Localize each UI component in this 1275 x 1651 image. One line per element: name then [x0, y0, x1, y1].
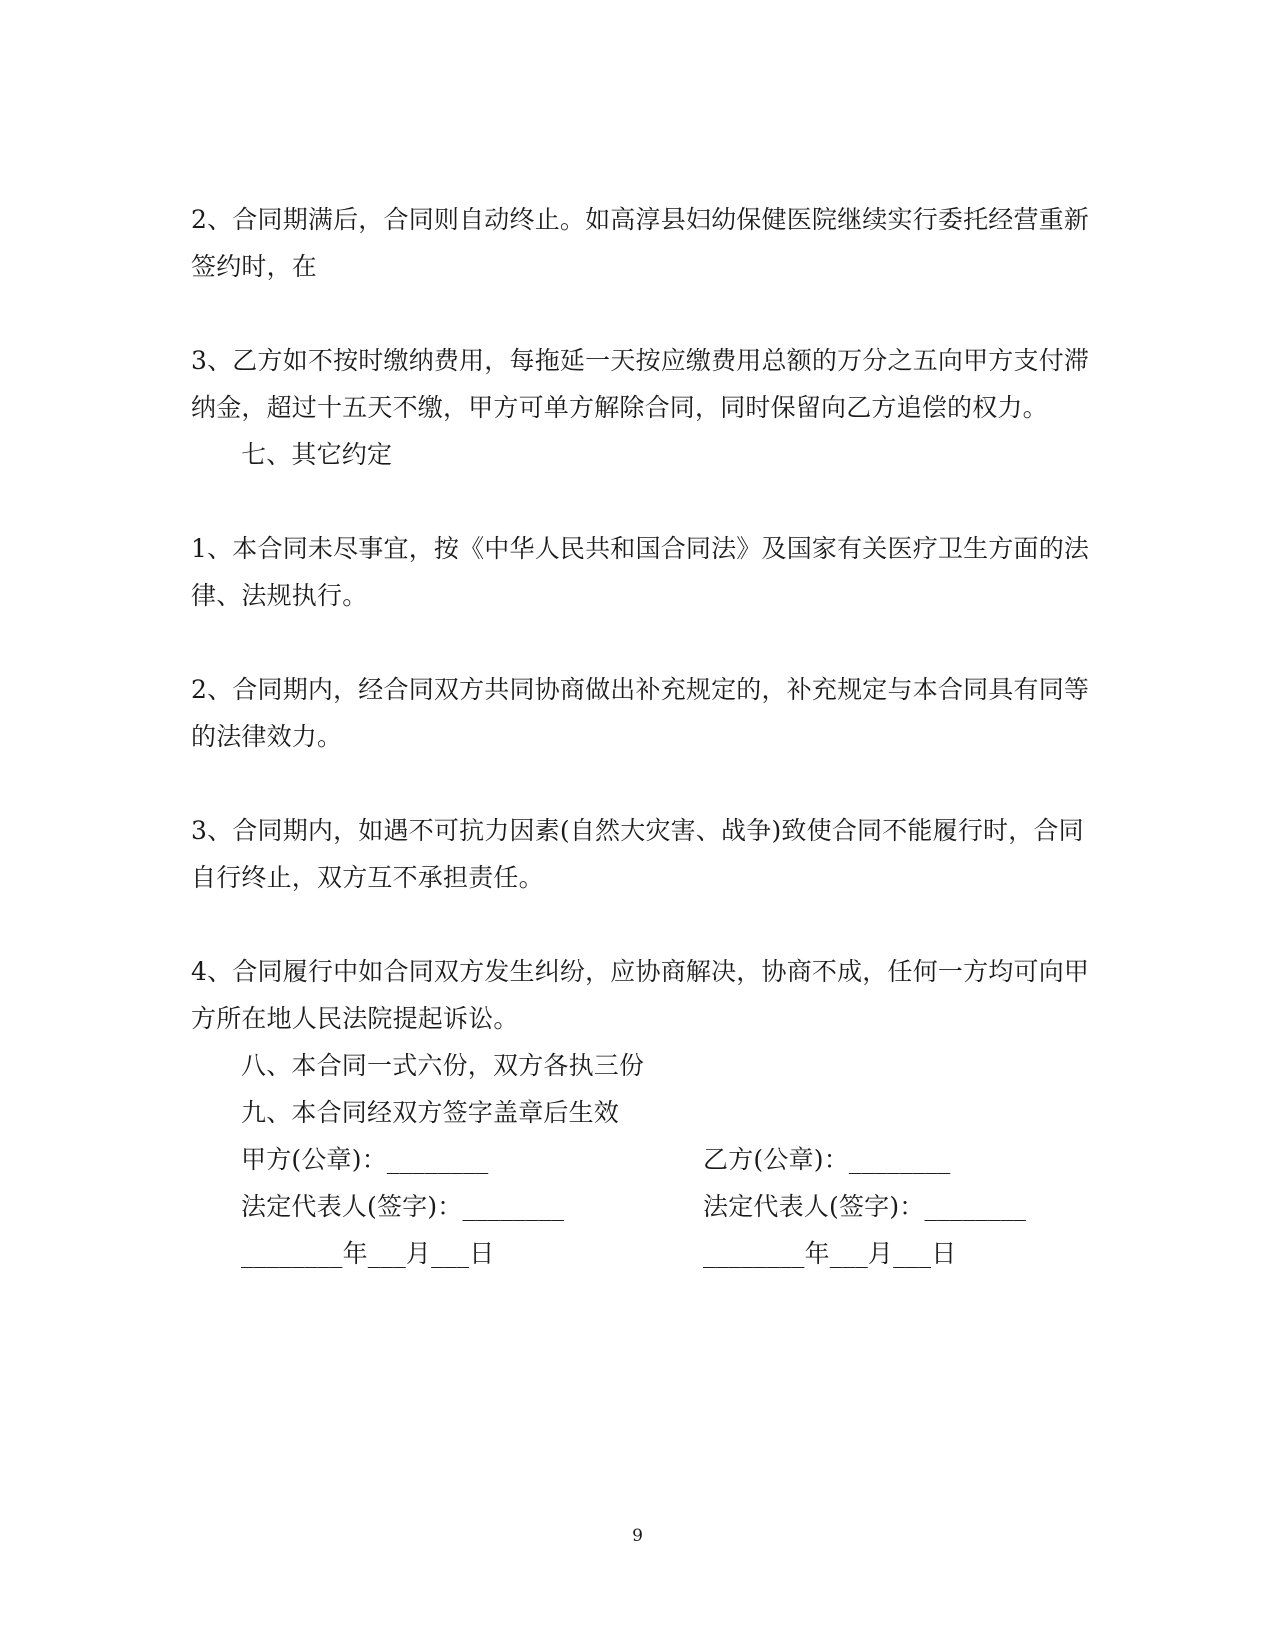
- clause-7-4-line-2: 方所在地人民法院提起诉讼。: [191, 1004, 519, 1033]
- clause-7-3-line-1: 3、合同期内，如遇不可抗力因素(自然大灾害、战争)致使合同不能履行时，合同: [191, 816, 1084, 845]
- clause-7-1-line-2: 律、法规执行。: [191, 581, 368, 610]
- party-a-representative: 法定代表人(签字)：________: [241, 1192, 565, 1221]
- clause-6-3-line-2: 纳金，超过十五天不缴，甲方可单方解除合同，同时保留向乙方追偿的权力。: [191, 393, 1048, 422]
- section-7-heading: 七、其它约定: [241, 440, 393, 469]
- clause-7-2-line-2: 的法律效力。: [191, 722, 343, 751]
- clause-6-2-line-1: 2、合同期满后，合同则自动终止。如高淳县妇幼保健医院继续实行委托经营重新: [191, 205, 1090, 234]
- clause-6-2-line-2: 签约时，在: [191, 252, 318, 281]
- party-a-seal: 甲方(公章)：________: [241, 1145, 489, 1174]
- clause-7-1-line-1: 1、本合同未尽事宜，按《中华人民共和国合同法》及国家有关医疗卫生方面的法: [191, 534, 1090, 563]
- clause-7-3-line-2: 自行终止，双方互不承担责任。: [191, 863, 544, 892]
- party-b-seal: 乙方(公章)：________: [703, 1145, 951, 1174]
- party-a-date: ________年___月___日: [241, 1239, 495, 1268]
- party-b-date: ________年___月___日: [703, 1239, 957, 1268]
- clause-6-3-line-1: 3、乙方如不按时缴纳费用，每拖延一天按应缴费用总额的万分之五向甲方支付滞: [191, 346, 1090, 375]
- clause-7-4-line-1: 4、合同履行中如合同双方发生纠纷，应协商解决，协商不成，任何一方均可向甲: [191, 957, 1090, 986]
- section-9: 九、本合同经双方签字盖章后生效: [241, 1098, 620, 1127]
- clause-7-2-line-1: 2、合同期内，经合同双方共同协商做出补充规定的，补充规定与本合同具有同等: [191, 675, 1090, 704]
- section-8: 八、本合同一式六份，双方各执三份: [241, 1051, 645, 1080]
- page-number: 9: [632, 1526, 643, 1546]
- party-b-representative: 法定代表人(签字)：________: [703, 1192, 1027, 1221]
